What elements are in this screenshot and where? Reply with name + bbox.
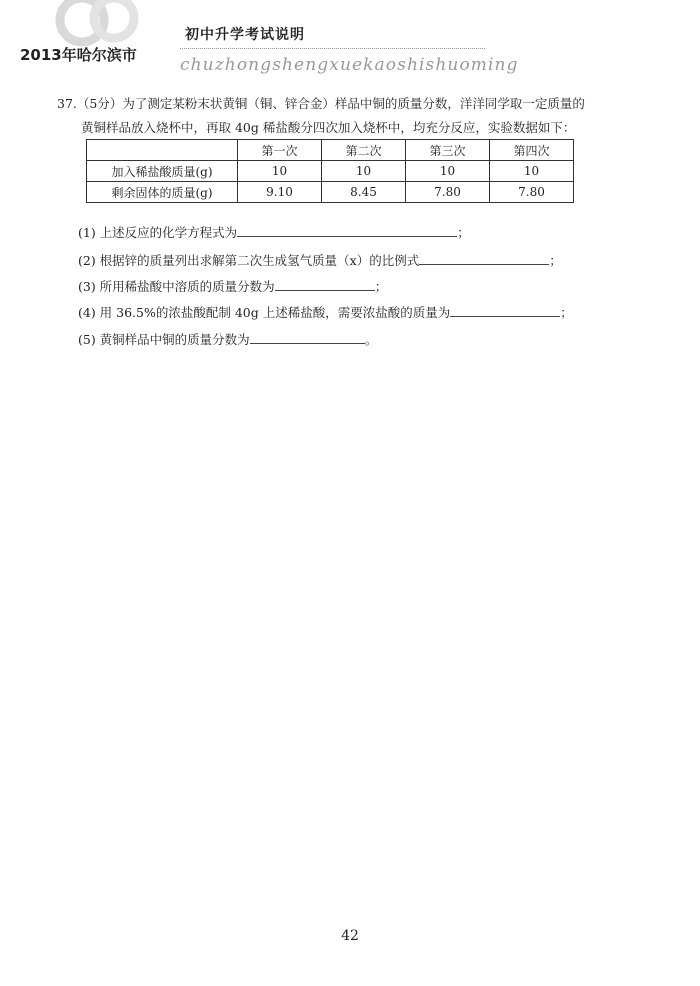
experiment-data-table: [86, 139, 574, 203]
table-cell: 7.80: [406, 182, 490, 203]
answer-blank[interactable]: [250, 329, 365, 344]
header-year-city: 2013年哈尔滨市: [20, 46, 137, 64]
table-cell: 10: [406, 161, 490, 182]
subquestion-2: [78, 250, 562, 271]
header-pinyin: chuzhongshengxuekaoshishuoming: [180, 55, 519, 75]
table-cell: 10: [238, 161, 322, 182]
page-number: 42: [341, 928, 359, 944]
table-header-cell: 第一次: [238, 140, 322, 161]
question-line-2: 黄铜样品放入烧杯中，再取 40g 稀盐酸分四次加入烧杯中，均充分反应，实验数据如下：: [81, 120, 576, 135]
table-cell: 9.10: [238, 182, 322, 203]
table-cell: 10: [490, 161, 574, 182]
header-title: 初中升学考试说明: [185, 27, 305, 43]
table-corner-cell: [87, 140, 238, 161]
table-row: [87, 182, 574, 203]
table-cell: 7.80: [490, 182, 574, 203]
answer-blank[interactable]: [450, 302, 560, 317]
table-cell: 8.45: [322, 182, 406, 203]
subquestion-text: (4) 用 36.5%的浓盐酸配制 40g 上述稀盐酸，需要浓盐酸的质量为: [78, 305, 451, 320]
subquestion-3: [78, 276, 387, 297]
answer-blank[interactable]: [237, 222, 457, 237]
subquestion-end: 。: [364, 332, 378, 347]
table-row: [87, 161, 574, 182]
subquestion-text: (1) 上述反应的化学方程式为: [78, 225, 238, 240]
question-stem: [57, 92, 657, 140]
table-header-cell: 第二次: [322, 140, 406, 161]
question-line-1: 37.（5分）为了测定某粉末状黄铜（铜、锌合金）样品中铜的质量分数，洋洋同学取一定质量的: [57, 96, 585, 111]
subquestion-5: [78, 329, 377, 350]
answer-blank[interactable]: [419, 250, 549, 265]
subquestion-end: ；: [549, 253, 562, 268]
subquestion-end: ；: [560, 305, 573, 320]
table-header-row: [87, 140, 574, 161]
subquestion-text: (2) 根据锌的质量列出求解第二次生成氢气质量（x）的比例式: [78, 253, 420, 268]
table-header-cell: 第四次: [490, 140, 574, 161]
subquestion-text: (5) 黄铜样品中铜的质量分数为: [78, 332, 250, 347]
header-divider: [180, 48, 485, 49]
subquestion-end: ；: [457, 225, 470, 240]
table-cell: 10: [322, 161, 406, 182]
table-header-cell: 第三次: [406, 140, 490, 161]
subquestion-4: [78, 302, 573, 323]
table-row-label: 剩余固体的质量(g): [87, 182, 238, 203]
subquestion-end: ；: [374, 279, 388, 294]
subquestion-text: (3) 所用稀盐酸中溶质的质量分数为: [78, 279, 275, 294]
table-row-label: 加入稀盐酸质量(g): [87, 161, 238, 182]
subquestion-1: [78, 222, 470, 243]
answer-blank[interactable]: [275, 276, 375, 291]
